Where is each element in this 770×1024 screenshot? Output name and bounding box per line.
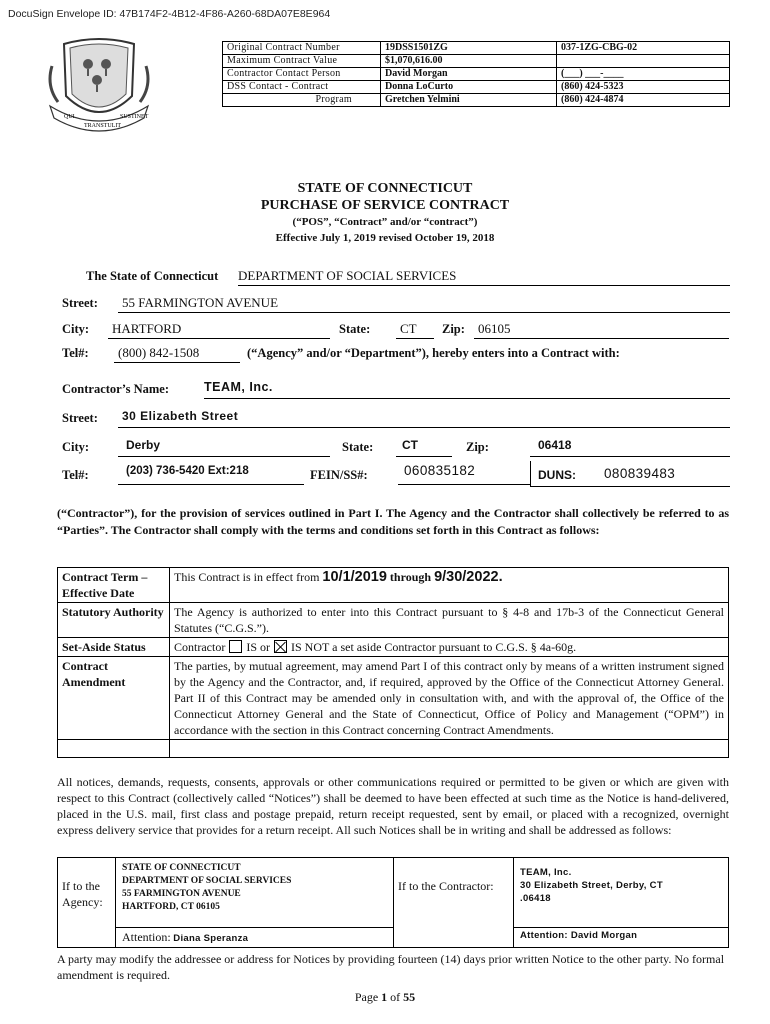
contractor-attention-label: Attention: xyxy=(520,930,568,941)
contractor-tel-label: Tel#: xyxy=(62,468,89,482)
contractor-contact: David Morgan xyxy=(381,68,557,81)
page-prefix: Page xyxy=(354,990,379,1004)
seal-motto-right: SUSTINET xyxy=(120,114,149,120)
dss-contact: Donna LoCurto xyxy=(381,81,557,94)
agency-address xyxy=(116,858,394,928)
info-label: Contractor Contact Person xyxy=(223,68,381,81)
empty-cell xyxy=(170,740,729,758)
table-row xyxy=(58,568,729,603)
setaside-isnot-checkbox[interactable] xyxy=(274,640,287,653)
program-contact: Gretchen Yelmini xyxy=(381,94,557,107)
agency-state-label: The State of Connecticut xyxy=(86,269,219,283)
title-aliases: (“POS”, “Contract” and/or “contract”) xyxy=(292,216,478,228)
contractor-duns: 080839483 xyxy=(604,466,676,481)
agency-zip: 06105 xyxy=(474,321,729,339)
table-row xyxy=(223,81,730,94)
agency-address-line: STATE OF CONNECTICUT xyxy=(122,863,241,873)
term-value xyxy=(170,568,729,603)
state-seal-icon xyxy=(44,36,154,136)
dss-contact-phone: (860) 424-5323 xyxy=(557,81,730,94)
term-label: Contract Term – Effective Date xyxy=(58,568,170,603)
contractor-zip-label: Zip: xyxy=(466,440,489,454)
agency-zip-label: Zip: xyxy=(442,322,465,336)
table-row xyxy=(58,638,729,657)
contractor-state-label: State: xyxy=(342,440,374,454)
statutory-label: Statutory Authority xyxy=(58,603,170,638)
agency-tel-label: Tel#: xyxy=(62,346,89,360)
agency-state: CT xyxy=(396,321,434,339)
contractor-street: 30 Elizabeth Street xyxy=(118,409,730,428)
table-row xyxy=(223,68,730,81)
info-label: DSS Contact - Contract xyxy=(223,81,381,94)
modify-paragraph: A party may modify the addressee or address for Notices by providing fourteen (14) days prior written Notice to the other party. No formal amendment is required. xyxy=(57,952,725,982)
contractor-name: TEAM, Inc. xyxy=(204,380,730,399)
table-row xyxy=(58,858,729,928)
amendment-text: The parties, by mutual agreement, may amend Part I of this contract only by means of a written instrument signed by the Agency and the Contractor, and, if required, approved by the Office of the Connecticut Attorney General. Part II of this Contract may be amended only in consultation with, and with the approval of, the Office of the Connecticut Attorney General and the State of Connecticut, Office of Policy and Management (“OPM”) in accordance with the section in this Contract concerning Contract Amendments. xyxy=(170,657,729,740)
contract-info-table xyxy=(222,41,730,107)
contract-value: $1,070,616.00 xyxy=(381,55,557,68)
amendment-label: Contract Amendment xyxy=(58,657,170,740)
empty-cell xyxy=(58,740,170,758)
agency-attention-label: Attention: xyxy=(122,930,171,944)
setaside-value xyxy=(170,638,729,657)
term-start: 10/1/2019 xyxy=(322,569,387,585)
agency-city-label: City: xyxy=(62,322,90,336)
agency-tel-note: (“Agency” and/or “Department”), hereby enters into a Contract with: xyxy=(247,346,620,360)
envelope-id: DocuSign Envelope ID: 47B174F2-4B12-4F86-A260-68DA07E8E964 xyxy=(8,8,331,20)
table-row xyxy=(223,94,730,107)
contractor-state: CT xyxy=(396,438,452,457)
agency-address-line: HARTFORD, CT 06105 xyxy=(122,902,220,912)
term-prefix: This Contract is in effect from xyxy=(174,570,320,584)
agency-state-field-label: State: xyxy=(339,322,371,336)
setaside-contractor: Contractor xyxy=(174,640,226,654)
notices-paragraph: All notices, demands, requests, consents, approvals or other communications required or permitted to be given or which are given with respect to this Contract (collectively called “Notices”) shall be deemed to have been effected at such time as the Notice is hand-delivered, placed in the U.S. mail, first class and postage prepaid, return receipt requested, sent by email, or placed with a recognized, overnight express delivery service that provides for a return receipt. All such Notices shall be in writing and shall be addressed as follows: xyxy=(57,775,729,837)
title-effective: Effective July 1, 2019 revised October 19, 2018 xyxy=(275,232,495,244)
contractor-duns-label: DUNS: xyxy=(538,468,576,482)
contract-number: 19DSS1501ZG xyxy=(381,42,557,55)
contract-code: 037-1ZG-CBG-02 xyxy=(557,42,730,55)
contract-title xyxy=(0,180,770,246)
contractor-paragraph: (“Contractor”), for the provision of services outlined in Part I. The Agency and the Contractor shall collectively be referred to as “Parties”. The Contractor shall comply with the terms and conditions set forth in this Contract as follows: xyxy=(57,506,729,537)
contractor-tel: (203) 736-5420 Ext:218 xyxy=(118,465,304,485)
statutory-text: The Agency is authorized to enter into this Contract pursuant to § 4-8 and 17b-3 of the Connecticut General Statutes (“C.G.S.”). xyxy=(170,603,729,638)
seal-motto-left: QUI xyxy=(64,114,75,120)
agency-attention-name: Diana Speranza xyxy=(173,933,249,944)
term-through: through xyxy=(389,570,432,584)
info-label: Maximum Contract Value xyxy=(223,55,381,68)
contractor-attention-name: David Morgan xyxy=(570,930,638,941)
page-current: 1 xyxy=(381,990,388,1004)
agency-address-line: DEPARTMENT OF SOCIAL SERVICES xyxy=(122,876,292,886)
contractor-fein-label: FEIN/SS#: xyxy=(310,468,368,482)
table-row xyxy=(223,55,730,68)
page-of: of xyxy=(390,990,401,1004)
contractor-city: Derby xyxy=(118,438,330,457)
term-end: 9/30/2022. xyxy=(434,569,503,585)
title-state: STATE OF CONNECTICUT xyxy=(297,181,473,196)
agency-tel: (800) 842-1508 xyxy=(114,345,240,363)
info-label: Program xyxy=(223,94,381,107)
contractor-fein: 060835182 xyxy=(398,463,530,485)
info-label: Original Contract Number xyxy=(223,42,381,55)
title-contract: PURCHASE OF SERVICE CONTRACT xyxy=(260,198,510,213)
table-row xyxy=(58,928,729,948)
agency-name: DEPARTMENT OF SOCIAL SERVICES xyxy=(238,268,730,286)
setaside-isnot: IS NOT a set aside Contractor pursuant to C.G.S. § 4a-60g. xyxy=(291,640,577,654)
contractor-zip: 06418 xyxy=(530,438,730,457)
contract-terms-table xyxy=(57,567,729,758)
contractor-address-line: .06418 xyxy=(520,893,551,904)
contractor-phone: (___) ___-____ xyxy=(557,68,730,81)
table-row xyxy=(58,740,729,758)
contractor-address-line: TEAM, Inc. xyxy=(520,867,572,878)
seal-motto-mid: TRANSTULIT xyxy=(84,123,121,129)
table-row xyxy=(223,42,730,55)
setaside-is: IS or xyxy=(246,640,270,654)
info-empty xyxy=(557,55,730,68)
page-total: 55 xyxy=(403,990,416,1004)
page-number xyxy=(0,990,770,1005)
agency-street: 55 FARMINGTON AVENUE xyxy=(118,295,730,313)
contractor-address-label: If to the Contractor: xyxy=(394,858,514,948)
contractor-attention xyxy=(514,928,729,948)
agency-address-label: If to the Agency: xyxy=(58,858,116,948)
agency-address-line: 55 FARMINGTON AVENUE xyxy=(122,889,241,899)
table-row xyxy=(58,657,729,740)
contractor-name-label: Contractor’s Name: xyxy=(62,382,170,396)
contractor-address xyxy=(514,858,729,928)
table-row xyxy=(58,603,729,638)
agency-attention xyxy=(116,928,394,948)
program-phone: (860) 424-4874 xyxy=(557,94,730,107)
contractor-street-label: Street: xyxy=(62,411,98,425)
agency-city: HARTFORD xyxy=(108,321,330,339)
setaside-is-checkbox[interactable] xyxy=(229,640,242,653)
setaside-label: Set-Aside Status xyxy=(58,638,170,657)
notice-address-table xyxy=(57,857,729,948)
contractor-city-label: City: xyxy=(62,440,90,454)
contractor-address-line: 30 Elizabeth Street, Derby, CT xyxy=(520,880,663,891)
agency-street-label: Street: xyxy=(62,296,98,310)
